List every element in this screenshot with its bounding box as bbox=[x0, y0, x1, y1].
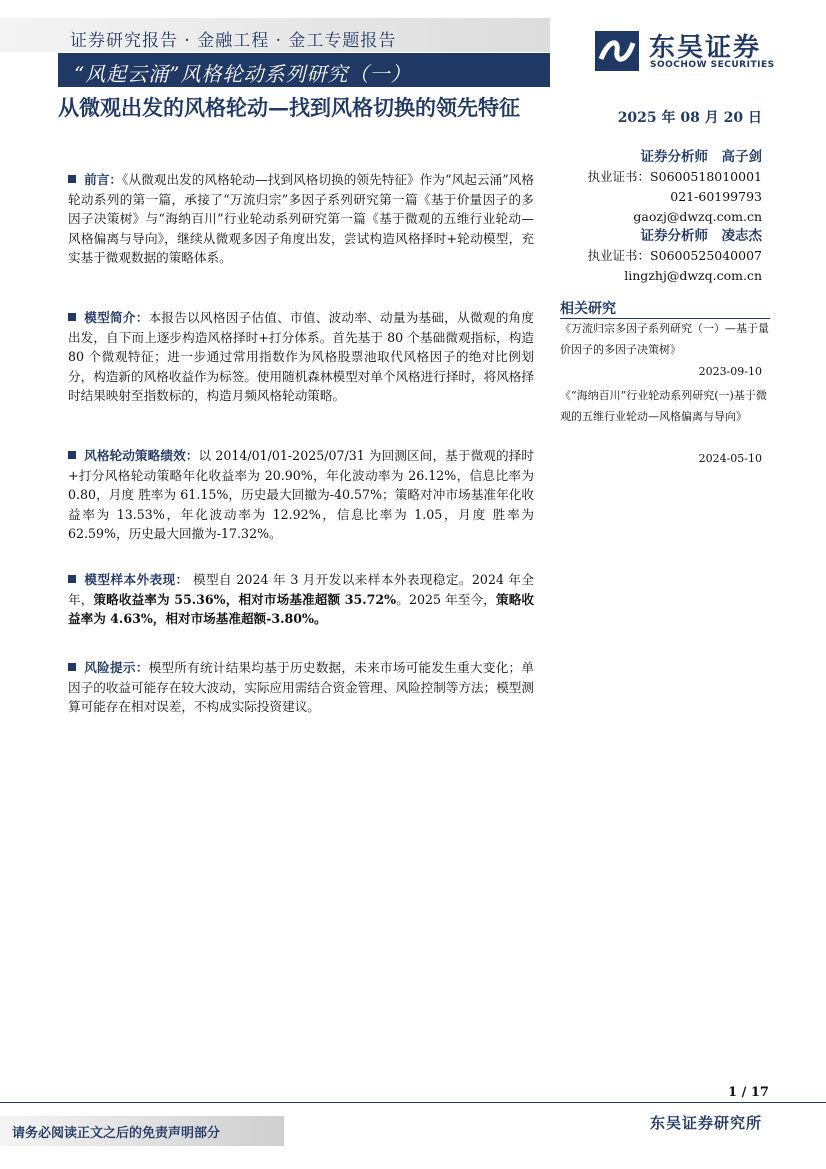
oos-bold-2: 策略收益率为 4.63%，相对市场基准超额-3.80%。 bbox=[68, 591, 535, 626]
page-number: 1 / 17 bbox=[728, 1085, 769, 1100]
section-preface bbox=[68, 170, 534, 268]
oos-text-1: 模型自 2024 年 3 月开发以来样本外表现稳定。2024 年全年， bbox=[68, 572, 535, 607]
preface-lead: 前言： bbox=[84, 172, 123, 187]
model-lead: 模型简介： bbox=[84, 310, 149, 325]
oos-bold-1: 策略收益率为 55.36%，相对市场基准超额 35.72% bbox=[93, 591, 397, 607]
analyst-2-email[interactable]: lingzhj@dwzq.com.cn bbox=[624, 268, 762, 283]
report-date: 2025 年 08 月 20 日 bbox=[617, 110, 762, 126]
bullet-square-icon bbox=[68, 175, 76, 183]
model-text: 本报告以风格因子估值、市值、波动率、动量为基础，从微观的角度出发，自下而上逐步构造风格择时+打分体系。首先基于 80 个基础微观指标，构造 80 个微观特征；进一步通过常用指数作为风格股票池取代风格因子的绝对比例划分，构造新的风格收益作为标签。使用随机森林模型对单个风格进行择时，将风格择时结果映射至指数标的，构造月频风格轮动策略。 bbox=[68, 310, 535, 403]
bullet-square-icon bbox=[68, 575, 76, 583]
disclaimer-text[interactable]: 请务必阅读正文之后的免责声明部分 bbox=[12, 1126, 221, 1141]
logo-name-en: SOOCHOW SECURITIES bbox=[650, 60, 775, 70]
report-title: 从微观出发的风格轮动—找到风格切换的领先特征 bbox=[58, 95, 520, 120]
footer-divider bbox=[0, 1102, 826, 1103]
bullet-square-icon bbox=[68, 451, 76, 459]
section-oos bbox=[68, 570, 534, 629]
related-item-2-date: 2024-05-10 bbox=[698, 452, 762, 465]
institute-name: 东吴证券研究所 bbox=[649, 1114, 762, 1132]
oos-text-2: 。2025 年至今， bbox=[396, 591, 496, 607]
analyst-1 bbox=[588, 147, 762, 227]
preface-text: 《从微观出发的风格轮动—找到风格切换的领先特征》作为“风起云涌”风格轮动系列的第一篇，承接了“万流归宗”多因子系列研究第一篇《基于价量因子的多因子决策树》与“海纳百川”行业轮动系列研究第一篇《基于微观的五维行业轮动—风格偏离与导向》，继续从微观多因子角度出发，尝试构造风格择时+轮动模型，充实基于微观数据的策略体系。 bbox=[68, 172, 535, 265]
analyst-1-email[interactable]: gaozj@dwzq.com.cn bbox=[633, 209, 762, 224]
logo-name-cn: 东吴证券 bbox=[649, 33, 762, 63]
analyst-1-name: 证券分析师 高子剑 bbox=[640, 149, 762, 165]
bullet-square-icon bbox=[68, 313, 76, 321]
company-logo bbox=[595, 27, 775, 75]
risk-lead: 风险提示： bbox=[84, 660, 149, 675]
performance-lead: 风格轮动策略绩效： bbox=[84, 448, 199, 463]
series-title: “风起云涌”风格轮动系列研究（一） bbox=[74, 62, 412, 86]
logo-mark-icon bbox=[595, 31, 639, 71]
related-item-2[interactable]: 《“海纳百川”行业轮动系列研究(一)基于微观的五维行业轮动—风格偏离与导向》 bbox=[560, 389, 767, 423]
analyst-2 bbox=[588, 226, 762, 286]
analyst-1-license: 执业证书：S0600518010001 bbox=[587, 169, 762, 184]
section-risk bbox=[68, 658, 534, 717]
related-research-title: 相关研究 bbox=[560, 301, 616, 317]
related-item-1-date: 2023-09-10 bbox=[698, 365, 762, 378]
performance-text: 以 2014/01/01-2025/07/31 为回测区间，基于微观的择时+打分风格轮动策略年化收益率为 20.90%，年化波动率为 26.12%，信息比率为 0.80，月度 胜率为 61.15%，历史最大回撤为-40.57%；策略对冲市场基准年化收益率为 13.53%，年化波动率为 12.92%，信息比率为 1.05，月度 胜率为 62.59%，历史最大回撤为-17.32%。 bbox=[68, 448, 535, 541]
analyst-1-phone: 021-60199793 bbox=[670, 189, 762, 204]
section-model bbox=[68, 308, 534, 406]
section-performance bbox=[68, 446, 534, 544]
risk-text: 模型所有统计结果均基于历史数据，未来市场可能发生重大变化；单因子的收益可能存在较大波动，实际应用需结合资金管理、风险控制等方法；模型测算可能存在相对误差，不构成实际投资建议。 bbox=[68, 660, 535, 714]
related-item-1[interactable]: 《万流归宗多因子系列研究（一）—基于量价因子的多因子决策树》 bbox=[560, 322, 769, 356]
oos-lead: 模型样本外表现： bbox=[84, 572, 189, 587]
report-category: 证券研究报告 · 金融工程 · 金工专题报告 bbox=[70, 31, 397, 51]
analyst-2-license: 执业证书：S0600525040007 bbox=[587, 248, 762, 263]
bullet-square-icon bbox=[68, 663, 76, 671]
analyst-2-name: 证券分析师 凌志杰 bbox=[640, 228, 762, 244]
